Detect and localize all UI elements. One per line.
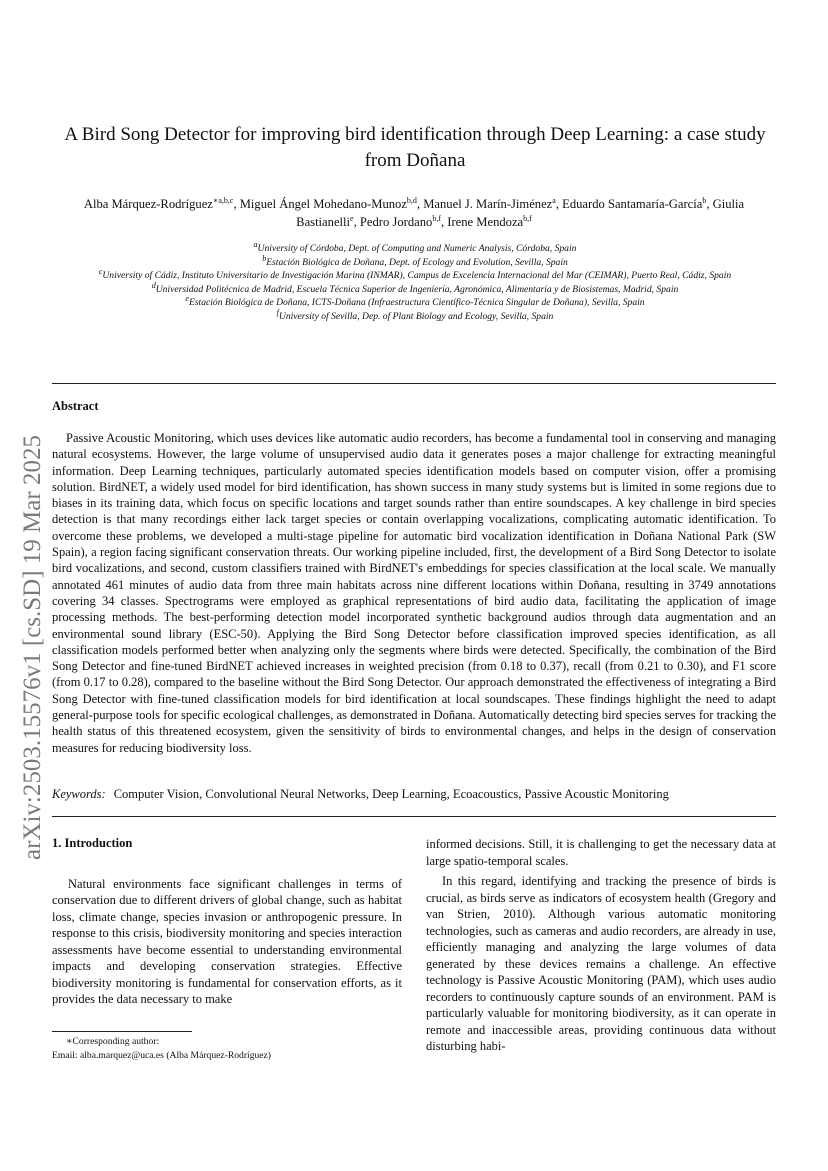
abstract-top-rule bbox=[52, 383, 776, 384]
arxiv-id: arXiv:2503.15576v1 [cs.SD] 19 Mar 2025 bbox=[19, 435, 46, 860]
affiliation: $^f$University of Sevilla, Dep. of Plant Biology and Ecology, Sevilla, Spain bbox=[276, 307, 554, 322]
author: Irene Mendoza$^{b,f}$ bbox=[447, 213, 532, 229]
corresponding-author-note: ∗Corresponding author: bbox=[66, 1036, 160, 1047]
section-heading-introduction: 1. Introduction bbox=[52, 836, 133, 850]
paper-title: A Bird Song Detector for improving bird identification through Deep Learning: a case study from Doñana bbox=[64, 124, 766, 171]
abstract-heading: Abstract bbox=[52, 399, 99, 413]
abstract-bottom-rule bbox=[52, 816, 776, 817]
footnote bbox=[52, 1035, 402, 1062]
affiliation: $^b$Estación Biológica de Doñana, Dept. of Ecology and Evolution, Sevilla, Spain bbox=[262, 253, 568, 268]
author-list: Alba Márquez-Rodríguez$^{∗a,b,c}$, Miguel Ángel Mohedano-Munoz$^{b,d}$, Manuel J. Marín-Jiménez$^a$, Eduardo Santamaría-García$^b$, Giulia Bastianelli$^e$, Pedro Jordano$^{b,f}$, Irene Mendoza$^{b,f}$ bbox=[83, 195, 745, 229]
arxiv-watermark bbox=[10, 360, 50, 860]
abstract-body: Passive Acoustic Monitoring, which uses devices like automatic audio recorders, has become a fundamental tool in conserving and managing natural ecosystems. However, the large volume of unsupervised audio data it generates poses a major challenge for extracting meaningful information. Deep Learning techniques, particularly automated species identification models based on computer vision, offer a promising solution. BirdNET, a widely used model for bird identification, has shown success in many study systems but is limited in some regions due to biases in its training data, which focus on specific locations and target sounds rather than entire soundscapes. A key challenge in bird species detection is that many recordings either lack target species or contain overlapping vocalizations, complicating automatic identification. To overcome these problems, we developed a multi-stage pipeline for automatic bird vocalization identification in Doñana National Park (SW Spain), a region facing significant conservation threats. Our working pipeline included, first, the development of a Bird Song Detector to isolate bird vocalizations, and second, custom classifiers trained with BirdNET's embeddings for species classification at the local scale. We manually annotated 461 minutes of audio data from three main habitats across nine different locations within Doñana, resulting in 3749 annotations covering 34 classes. Spectrograms were employed as graphical representations of bird audio data, facilitating the application of image processing methods. The best-performing detection model incorporated synthetic background audios through data augmentation and an environmental sound library (ESC-50). Applying the Bird Song Detector before classification improved species identification, as all classification models performed better when analyzing only the segments where birds were detected. Specifically, the combination of the Bird Song Detector and fine-tuned BirdNET achieved increases in weighted precision (from 0.18 to 0.37), recall (from 0.21 to 0.30), and F1 score (from 0.17 to 0.28), compared to the baseline without the Bird Song Detector. Our approach demonstrated the effectiveness of integrating a Bird Song Detector with fine-tuned classification models for bird identification at local soundscapes. These findings highlight the need to adapt general-purpose tools for specific ecological challenges, as demonstrated in Doñana. Automatically detecting bird species serves for tracking the health status of this threatened ecosystem, given the sensitivity of birds to environmental changes, and helps in the design of conservation measures for reducing biodiversity loss. bbox=[52, 431, 776, 755]
paragraph: informed decisions. Still, it is challenging to get the necessary data at large spatio-temporal scales. bbox=[426, 837, 776, 868]
left-column bbox=[52, 835, 402, 1008]
author: Alba Márquez-Rodríguez$^{∗a,b,c}$ bbox=[83, 195, 234, 211]
author: Pedro Jordano$^{b,f}$ bbox=[359, 213, 441, 229]
keywords-label: Keywords: bbox=[52, 787, 106, 801]
affiliation: $^c$University of Cádiz, Instituto Universitario de Investigación Marina (INMAR), Campus de Excelencia Internacional del Mar (CEIMAR), Puerto Real, Cádiz, Spain bbox=[98, 267, 732, 282]
author: Eduardo Santamaría-García$^b$ bbox=[562, 195, 707, 211]
affiliation: $^a$University of Córdoba, Dept. of Computing and Numeric Analysis, Córdoba, Spain bbox=[253, 239, 577, 254]
author-email: Email: alba.marquez@uca.es (Alba Márquez-Rodríguez) bbox=[52, 1049, 272, 1061]
right-column bbox=[426, 836, 776, 1055]
footnote-rule bbox=[52, 1031, 192, 1032]
paragraph: In this regard, identifying and tracking the presence of birds is crucial, as birds serve as indicators of ecosystem health (Gregory and van Strien, 2010). Although various automatic monitoring technologies, such as cameras and audio recorders, are already in use, efficiently managing and analyzing the large volumes of data generated by these devices remains a challenge. An effective technology is Passive Acoustic Monitoring (PAM), which uses audio recorders to continuously capture sounds of an environment. PAM is particularly valuable for monitoring biodiversity, as it can operate in remote and inaccessible areas, providing continuous data without disturbing habi- bbox=[426, 874, 776, 1053]
keywords bbox=[52, 787, 776, 802]
author: Miguel Ángel Mohedano-Munoz$^{b,d}$ bbox=[239, 195, 417, 211]
affiliation-list bbox=[70, 239, 760, 324]
affiliation: $^e$Estación Biológica de Doñana, ICTS-Doñana (Infraestructura Científico-Técnica Singular de Doñana), Sevilla, Spain bbox=[185, 294, 645, 309]
author: Giulia Bastianelli$^e$ bbox=[296, 197, 745, 229]
keywords-text: Computer Vision, Convolutional Neural Networks, Deep Learning, Ecoacoustics, Passive Acoustic Monitoring bbox=[113, 787, 669, 801]
author: Manuel J. Marín-Jiménez$^a$ bbox=[423, 195, 556, 211]
paragraph: Natural environments face significant challenges in terms of conservation due to different drivers of global change, such as habitat loss, climate change, species invasion or anthropogenic pressure. In response to this crisis, biodiversity monitoring and species interaction assessments have become essential to understanding environmental impacts and developing conservation strategies. Effective biodiversity monitoring is fundamental for conservation efforts, as it provides the data necessary to make bbox=[52, 876, 402, 1006]
affiliation: $^d$Universidad Politécnica de Madrid, Escuela Técnica Superior de Ingeniería, Agronómica, Alimentaria y de Biosistemas, Madrid, Spain bbox=[151, 280, 679, 295]
